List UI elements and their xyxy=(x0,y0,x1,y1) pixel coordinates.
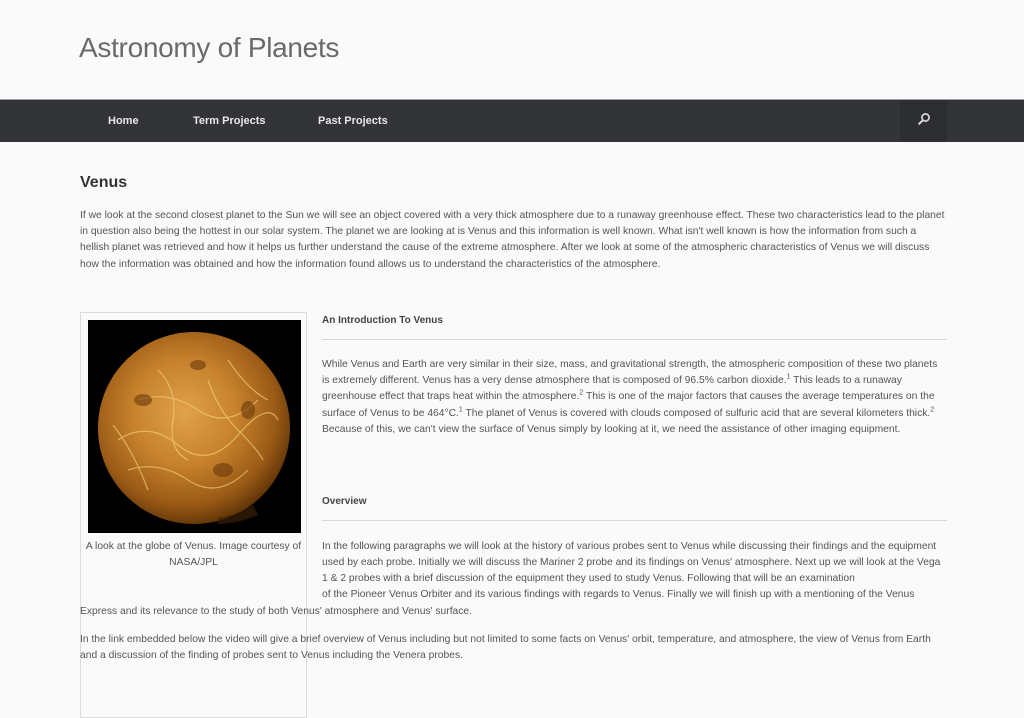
footnote-ref[interactable]: 2 xyxy=(930,406,935,414)
nav-item-past-projects[interactable]: Past Projects xyxy=(318,115,388,127)
figure-caption: A look at the globe of Venus. Image courtesy of NASA/JPL xyxy=(85,541,302,568)
search-button[interactable] xyxy=(900,100,947,142)
main-navigation xyxy=(0,99,1024,142)
section-divider xyxy=(322,520,947,521)
overview-paragraph-wrapped: In the following paragraphs we will look at the history of various probes sent to Venus while discussing their findings and the equipment used by each probe. Initially we will discuss the Mariner 2 probe and its findings on Venus' atmosphere. Next up we will look at the Vega 1 & 2 probes with a brief discussion of the equipment they used to study Venus. Following that will be an examination xyxy=(322,541,941,585)
overview-paragraph-line: of the Pioneer Venus Orbiter and its various findings with regards to Venus. Finally we will finish up with a mentioning of the Venus xyxy=(322,589,915,600)
nav-item-term-projects[interactable]: Term Projects xyxy=(193,115,266,127)
footnote-ref[interactable]: 1 xyxy=(786,373,791,381)
footnote-ref[interactable]: 1 xyxy=(458,406,463,414)
nav-item-home[interactable]: Home xyxy=(108,115,139,127)
section-heading-introduction: An Introduction To Venus xyxy=(322,315,443,326)
overview-paragraph-continued: Express and its relevance to the study of both Venus' atmosphere and Venus' surface. xyxy=(80,606,473,617)
site-header xyxy=(0,0,1024,99)
section-divider xyxy=(322,339,947,340)
venus-image xyxy=(88,320,301,533)
page-title: Venus xyxy=(80,174,128,191)
footnote-ref[interactable]: 2 xyxy=(579,389,584,397)
search-icon xyxy=(917,112,931,131)
intro-paragraph: If we look at the second closest planet to the Sun we will see an object covered with a very thick atmosphere due to a runaway greenhouse effect. These two characteristics lead to the planet in question also being the hottest in our solar system. The planet we are looking at is Venus and this information is well known. What isn't well known is how the information from such a hellish planet was retrieved and how it helps us further understand the cause of the extreme atmosphere. After we look at some of the atmospheric characteristics of Venus we will discuss how the information was obtained and how the information found allows us to understand the characteristics of the atmosphere. xyxy=(80,210,945,270)
introduction-paragraph: While Venus and Earth are very similar in their size, mass, and gravitational strength, the atmospheric composition of these two planets is extremely different. Venus has a very dense atmosphere that is composed of 96.5% carbon dioxide.$^1$ This leads to a runaway greenhouse effect that traps heat within the atmosphere.$^2$ This is one of the major factors that causes the average temperatures on the surface of Venus to be 464°C.$^1$ The planet of Venus is covered with clouds composed of sulfuric acid that are several kilometers thick.$^2$ Because of this, we can't view the surface of Venus simply by looking at it, we need the assistance of other imaging equipment. xyxy=(322,359,938,435)
site-title[interactable]: Astronomy of Planets xyxy=(79,32,340,63)
section-heading-overview: Overview xyxy=(322,496,367,507)
video-paragraph: In the link embedded below the video will give a brief overview of Venus including but not limited to some facts on Venus' orbit, temperature, and atmosphere, the view of Venus from Earth and a discussion of the finding of probes sent to Venus including the Venera probes. xyxy=(80,634,931,662)
